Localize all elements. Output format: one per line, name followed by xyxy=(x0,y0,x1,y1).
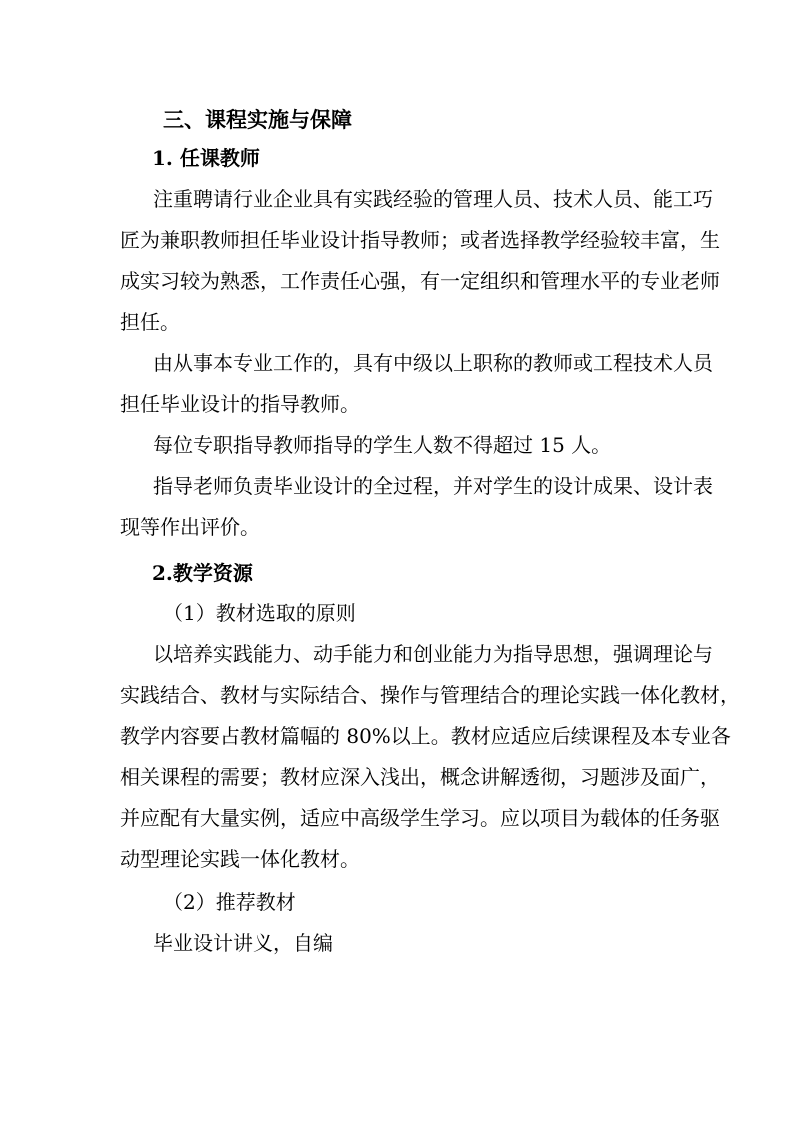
paragraph-line: 担任毕业设计的指导教师。 xyxy=(120,392,360,416)
paragraph-line: 相关课程的需要；教材应深入浅出，概念讲解透彻，习题涉及面广， xyxy=(120,765,720,789)
paragraph-line: 指导老师负责毕业设计的全过程，并对学生的设计成果、设计表 xyxy=(153,474,713,498)
section-title: 三、课程实施与保障 xyxy=(163,107,352,132)
paragraph-line: 教学内容要占教材篇幅的 80%以上。教材应适应后续课程及本专业各 xyxy=(120,724,731,748)
list-item-title: （2）推荐教材 xyxy=(163,890,296,914)
paragraph-line: 以培养实践能力、动手能力和创业能力为指导思想，强调理论与 xyxy=(153,642,713,666)
paragraph-line: 担任。 xyxy=(120,310,180,334)
paragraph-line: 毕业设计讲义，自编 xyxy=(153,931,333,955)
paragraph-line: 实践结合、教材与实际结合、操作与管理结合的理论实践一体化教材， xyxy=(120,683,740,707)
paragraph-line: 并应配有大量实例，适应中高级学生学习。应以项目为载体的任务驱 xyxy=(120,806,720,830)
paragraph-line: 成实习较为熟悉，工作责任心强，有一定组织和管理水平的专业老师 xyxy=(120,269,720,293)
paragraph-line: 匠为兼职教师担任毕业设计指导教师；或者选择教学经验较丰富，生 xyxy=(120,228,720,252)
paragraph-line: 由从事本专业工作的，具有中级以上职称的教师或工程技术人员 xyxy=(153,351,713,375)
paragraph-line: 每位专职指导教师指导的学生人数不得超过 15 人。 xyxy=(153,433,612,457)
paragraph-line: 现等作出评价。 xyxy=(120,515,260,539)
subsection-title-teachers: 1. 任课教师 xyxy=(152,146,260,170)
list-item-title: （1）教材选取的原则 xyxy=(163,601,356,625)
subsection-title-resources: 2.教学资源 xyxy=(152,561,253,585)
paragraph-line: 注重聘请行业企业具有实践经验的管理人员、技术人员、能工巧 xyxy=(153,187,713,211)
paragraph-line: 动型理论实践一体化教材。 xyxy=(120,847,360,871)
